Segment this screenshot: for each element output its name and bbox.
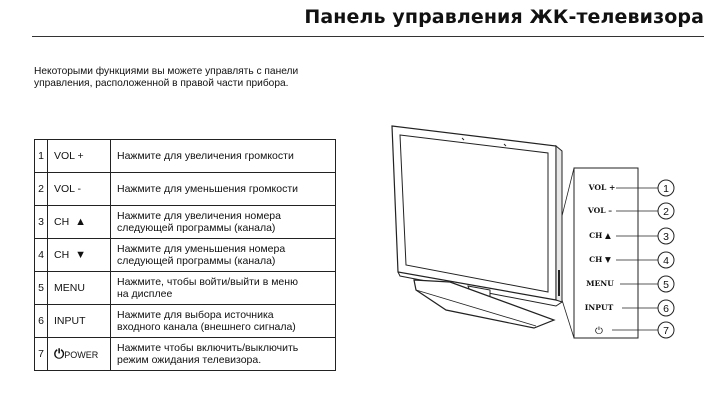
- control-name: INPUT: [48, 305, 111, 338]
- row-number: 4: [35, 239, 48, 272]
- control-name: VOL -: [48, 173, 111, 206]
- triangle-down-icon: ▼: [75, 249, 87, 261]
- intro-line-2: управления, расположенной в правой части прибора.: [34, 78, 289, 89]
- callout-label: CH ▲: [589, 231, 611, 240]
- triangle-up-icon: ▲: [75, 216, 87, 228]
- tv-screen: [400, 135, 548, 292]
- description-line: режим ожидания телевизора.: [117, 354, 262, 366]
- row-number: 1: [35, 140, 48, 173]
- control-description: [111, 140, 336, 173]
- row-number: 2: [35, 173, 48, 206]
- control-name-text: POWER: [64, 349, 99, 360]
- description-line: Нажмите, чтобы войти/выйти в меню: [117, 275, 298, 288]
- intro-line-1: Некоторыми функциями вы можете управлять с панели: [34, 66, 299, 77]
- description-line: Нажмите для увеличения номера: [117, 209, 281, 222]
- table-row: [35, 239, 336, 272]
- callout-label: VOL +: [588, 183, 616, 192]
- description-line: Нажмите для выбора источника: [117, 308, 274, 321]
- description-line: следующей программы (канала): [117, 255, 276, 267]
- description-line: входного канала (внешнего сигнала): [117, 321, 296, 333]
- table-row: [35, 140, 336, 173]
- control-description: [111, 173, 336, 206]
- description-line: на дисплее: [117, 288, 173, 300]
- power-icon: ⏻: [54, 346, 65, 362]
- control-name: [48, 239, 111, 272]
- table-row: [35, 173, 336, 206]
- description-line: следующей программы (канала): [117, 222, 276, 234]
- callout-label: CH ▼: [589, 255, 611, 264]
- callout-label: VOL –: [587, 206, 613, 215]
- callout-label: MENU: [586, 279, 614, 288]
- control-panel-callout: [574, 168, 638, 338]
- power-icon: ⏻: [595, 326, 603, 337]
- callout-number: 2: [663, 206, 669, 218]
- page-title: Панель управления ЖК-телевизора: [304, 6, 704, 28]
- table-row: [35, 206, 336, 239]
- callout-number: 6: [663, 303, 669, 315]
- control-name: [48, 206, 111, 239]
- description-line: Нажмите для уменьшения номера: [117, 242, 286, 255]
- control-description: [111, 305, 336, 338]
- control-description: [111, 272, 336, 305]
- control-name: MENU: [48, 272, 111, 305]
- row-number: 3: [35, 206, 48, 239]
- callout-number: 4: [663, 255, 669, 267]
- table-row: [35, 305, 336, 338]
- control-name-text: CH: [54, 216, 70, 228]
- control-description: [111, 338, 336, 371]
- control-description: [111, 206, 336, 239]
- tv-diagram: [386, 120, 696, 352]
- table-row: [35, 338, 336, 371]
- callout-number: 3: [663, 231, 669, 243]
- callout-number: 7: [663, 325, 669, 337]
- callout-number: 5: [663, 279, 669, 291]
- title-divider: [32, 36, 704, 37]
- row-number: 7: [35, 338, 48, 371]
- description-line: Нажмите для уменьшения громкости: [117, 182, 299, 195]
- callout-number: 1: [663, 183, 669, 195]
- row-number: 5: [35, 272, 48, 305]
- control-description: [111, 239, 336, 272]
- callout-label: INPUT: [584, 303, 614, 312]
- intro-text: [34, 66, 374, 90]
- control-name: VOL +: [48, 140, 111, 173]
- row-number: 6: [35, 305, 48, 338]
- control-name: [48, 338, 111, 371]
- leader-line: [562, 168, 574, 216]
- description-line: Нажмите чтобы включить/выключить: [117, 341, 299, 354]
- table-row: [35, 272, 336, 305]
- control-name-text: CH: [54, 249, 70, 261]
- description-line: Нажмите для увеличения громкости: [117, 149, 294, 162]
- leader-line: [562, 300, 574, 338]
- controls-table: [34, 139, 336, 371]
